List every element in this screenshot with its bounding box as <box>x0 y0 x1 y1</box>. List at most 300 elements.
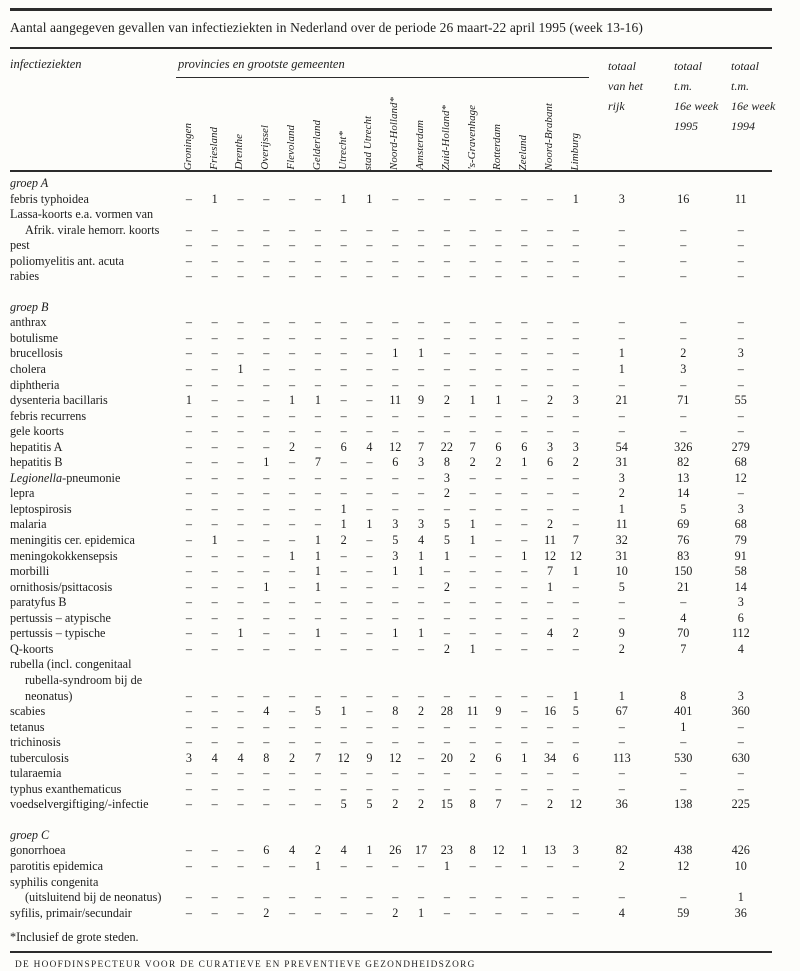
value-cell: – <box>547 315 554 330</box>
table-row <box>10 580 772 596</box>
total-cell: – <box>737 315 744 330</box>
value-cell: – <box>211 858 218 873</box>
total-header-line: 1995 <box>674 119 698 133</box>
table-row <box>10 782 772 798</box>
total-cell: 12 <box>677 858 690 873</box>
total-cell: – <box>618 269 625 284</box>
total-cell: 91 <box>734 548 747 563</box>
table-row <box>10 611 772 627</box>
value-cell: 12 <box>389 439 402 454</box>
table-row <box>10 207 772 223</box>
top-rule <box>10 8 772 11</box>
table-header <box>10 49 776 172</box>
value-cell: 6 <box>495 750 502 765</box>
value-cell: – <box>314 424 321 439</box>
total-cell: 4 <box>737 641 744 656</box>
table-row <box>10 378 772 394</box>
value-cell: 2 <box>289 439 296 454</box>
total-cell: 68 <box>734 455 747 470</box>
value-cell: – <box>289 315 296 330</box>
total-header-line: van het <box>608 79 643 93</box>
value-cell: – <box>521 238 528 253</box>
total-cell: 3 <box>737 346 744 361</box>
value-cell: – <box>237 890 244 905</box>
value-cell: – <box>392 858 399 873</box>
value-cell: – <box>418 735 425 750</box>
total-cell: – <box>680 377 687 392</box>
value-cell: – <box>418 501 425 516</box>
value-cell: – <box>392 470 399 485</box>
value-cell: 2 <box>572 626 579 641</box>
value-cell: 2 <box>443 579 450 594</box>
total-cell: – <box>737 766 744 781</box>
total-cell: 2 <box>680 346 687 361</box>
value-cell: – <box>185 191 192 206</box>
value-cell: – <box>495 626 502 641</box>
total-cell: 5 <box>618 579 625 594</box>
footnote: *Inclusief de grote steden. <box>10 930 139 945</box>
value-cell: 2 <box>443 486 450 501</box>
value-cell: – <box>340 470 347 485</box>
total-cell: – <box>680 735 687 750</box>
total-cell: 10 <box>734 858 747 873</box>
value-cell: – <box>185 719 192 734</box>
value-cell: 8 <box>443 455 450 470</box>
value-cell: – <box>521 377 528 392</box>
disease-label: pertussis – atypische <box>10 610 111 625</box>
value-cell: – <box>237 377 244 392</box>
value-cell: – <box>443 626 450 641</box>
value-cell: – <box>443 905 450 920</box>
disease-label: neonatus) <box>25 688 73 703</box>
value-cell: – <box>366 486 373 501</box>
value-cell: – <box>263 269 270 284</box>
value-cell: – <box>443 688 450 703</box>
value-cell: 2 <box>418 704 425 719</box>
total-cell: – <box>618 377 625 392</box>
total-cell: – <box>680 766 687 781</box>
value-cell: – <box>340 222 347 237</box>
value-cell: – <box>521 704 528 719</box>
table-row <box>10 502 772 518</box>
table-row <box>10 362 772 378</box>
total-cell: – <box>618 610 625 625</box>
value-cell: – <box>469 890 476 905</box>
value-cell: – <box>495 362 502 377</box>
value-cell: – <box>521 641 528 656</box>
total-cell: 326 <box>674 439 693 454</box>
value-cell: – <box>340 455 347 470</box>
value-cell: – <box>521 501 528 516</box>
table-row <box>10 486 772 502</box>
value-cell: – <box>495 486 502 501</box>
value-cell: – <box>366 579 373 594</box>
value-cell: – <box>237 797 244 812</box>
value-cell: – <box>547 610 554 625</box>
total-cell: – <box>737 269 744 284</box>
value-cell: 2 <box>547 517 554 532</box>
value-cell: – <box>237 439 244 454</box>
value-cell: – <box>185 362 192 377</box>
total-cell: – <box>737 424 744 439</box>
disease-label: tularaemia <box>10 766 62 781</box>
value-cell: – <box>340 564 347 579</box>
table-row <box>10 424 772 440</box>
table-body <box>10 172 772 921</box>
value-cell: – <box>237 191 244 206</box>
value-cell: – <box>289 455 296 470</box>
value-cell: 1 <box>572 191 579 206</box>
disease-label: leptospirosis <box>10 501 72 516</box>
total-cell: – <box>737 238 744 253</box>
value-cell: – <box>469 688 476 703</box>
table-row <box>10 626 772 642</box>
column-header-overijssel: Overijssel <box>259 125 272 170</box>
total-cell: 6 <box>737 610 744 625</box>
table-row <box>10 315 772 331</box>
value-cell: – <box>495 222 502 237</box>
value-cell: – <box>314 641 321 656</box>
disease-label: (uitsluitend bij de neonatus) <box>25 890 162 905</box>
table-row <box>10 471 772 487</box>
value-cell: – <box>418 424 425 439</box>
value-cell: – <box>211 253 218 268</box>
value-cell: – <box>185 330 192 345</box>
value-cell: – <box>495 766 502 781</box>
value-cell: – <box>211 548 218 563</box>
value-cell: – <box>469 222 476 237</box>
value-cell: – <box>211 439 218 454</box>
value-cell: – <box>521 253 528 268</box>
value-cell: 1 <box>547 579 554 594</box>
value-cell: – <box>469 766 476 781</box>
value-cell: – <box>495 533 502 548</box>
value-cell: 1 <box>314 533 321 548</box>
value-cell: – <box>392 766 399 781</box>
total-cell: – <box>618 330 625 345</box>
value-cell: – <box>495 595 502 610</box>
value-cell: – <box>314 595 321 610</box>
value-cell: – <box>211 735 218 750</box>
value-cell: – <box>366 564 373 579</box>
value-cell: – <box>366 781 373 796</box>
value-cell: – <box>211 315 218 330</box>
value-cell: – <box>289 486 296 501</box>
value-cell: – <box>392 595 399 610</box>
value-cell: – <box>495 719 502 734</box>
value-cell: – <box>289 330 296 345</box>
value-cell: – <box>521 346 528 361</box>
value-cell: – <box>289 781 296 796</box>
value-cell: 7 <box>572 533 579 548</box>
value-cell: – <box>185 905 192 920</box>
disease-label: Lassa-koorts e.a. vormen van <box>10 207 154 222</box>
value-cell: – <box>572 735 579 750</box>
total-cell: 3 <box>737 688 744 703</box>
value-cell: – <box>547 890 554 905</box>
value-cell: – <box>469 626 476 641</box>
value-cell: – <box>392 735 399 750</box>
total-cell: – <box>618 781 625 796</box>
value-cell: – <box>289 595 296 610</box>
value-cell: 6 <box>263 843 270 858</box>
value-cell: – <box>495 781 502 796</box>
total-cell: 2 <box>618 486 625 501</box>
value-cell: – <box>547 424 554 439</box>
value-cell: – <box>547 269 554 284</box>
value-cell: – <box>340 905 347 920</box>
value-cell: – <box>547 735 554 750</box>
value-cell: 4 <box>289 843 296 858</box>
value-cell: – <box>366 905 373 920</box>
value-cell: 4 <box>237 750 244 765</box>
value-cell: – <box>418 238 425 253</box>
value-cell: – <box>237 486 244 501</box>
value-cell: – <box>443 191 450 206</box>
value-cell: 1 <box>418 548 425 563</box>
value-cell: 4 <box>366 439 373 454</box>
value-cell: – <box>185 439 192 454</box>
disease-label: anthrax <box>10 315 47 330</box>
value-cell: – <box>340 781 347 796</box>
value-cell: 1 <box>314 858 321 873</box>
value-cell: – <box>289 626 296 641</box>
value-cell: 2 <box>547 393 554 408</box>
group-label: groep B <box>10 299 49 314</box>
value-cell: – <box>521 579 528 594</box>
value-cell: – <box>314 797 321 812</box>
value-cell: 6 <box>521 439 528 454</box>
table-row <box>10 192 772 208</box>
value-cell: 12 <box>492 843 505 858</box>
value-cell: 1 <box>211 533 218 548</box>
total-cell: 21 <box>677 579 690 594</box>
value-cell: 1 <box>418 346 425 361</box>
value-cell: – <box>495 735 502 750</box>
column-header-zeeland: Zeeland <box>517 134 530 170</box>
value-cell: – <box>547 858 554 873</box>
value-cell: 5 <box>340 797 347 812</box>
value-cell: – <box>263 610 270 625</box>
value-cell: 1 <box>469 517 476 532</box>
value-cell: – <box>572 377 579 392</box>
value-cell: – <box>418 222 425 237</box>
value-cell: 2 <box>469 455 476 470</box>
value-cell: – <box>263 362 270 377</box>
column-header-groningen: Groningen <box>181 122 194 170</box>
value-cell: – <box>392 501 399 516</box>
total-cell: 7 <box>680 641 687 656</box>
value-cell: – <box>314 191 321 206</box>
table-row <box>10 517 772 533</box>
value-cell: – <box>314 346 321 361</box>
value-cell: 1 <box>314 548 321 563</box>
value-cell: – <box>185 704 192 719</box>
value-cell: 1 <box>314 626 321 641</box>
value-cell: – <box>289 191 296 206</box>
total-cell: 69 <box>677 517 690 532</box>
value-cell: 6 <box>572 750 579 765</box>
total-cell: 31 <box>615 455 628 470</box>
value-cell: 3 <box>418 455 425 470</box>
total-cell: 11 <box>615 517 628 532</box>
disease-label: Afrik. virale hemorr. koorts <box>25 222 160 237</box>
value-cell: – <box>314 269 321 284</box>
value-cell: – <box>572 890 579 905</box>
value-cell: – <box>263 766 270 781</box>
value-cell: 2 <box>443 393 450 408</box>
disease-label: lepra <box>10 486 35 501</box>
value-cell: – <box>237 501 244 516</box>
value-cell: – <box>289 641 296 656</box>
value-cell: – <box>366 890 373 905</box>
total-cell: – <box>737 781 744 796</box>
province-column-headers <box>176 78 589 170</box>
value-cell: – <box>185 548 192 563</box>
value-cell: – <box>314 781 321 796</box>
value-cell: – <box>418 362 425 377</box>
total-cell: – <box>680 269 687 284</box>
value-cell: – <box>185 222 192 237</box>
total-cell: 67 <box>615 704 628 719</box>
disease-label: Q-koorts <box>10 641 54 656</box>
value-cell: 1 <box>340 191 347 206</box>
value-cell: – <box>495 858 502 873</box>
value-cell: – <box>185 610 192 625</box>
value-cell: – <box>340 858 347 873</box>
value-cell: 1 <box>340 501 347 516</box>
value-cell: – <box>366 626 373 641</box>
value-cell: – <box>340 548 347 563</box>
value-cell: – <box>469 377 476 392</box>
value-cell: – <box>521 191 528 206</box>
total-cell: 32 <box>615 533 628 548</box>
value-cell: – <box>211 486 218 501</box>
value-cell: – <box>392 315 399 330</box>
value-cell: 11 <box>389 393 402 408</box>
value-cell: – <box>521 222 528 237</box>
total-cell: – <box>737 222 744 237</box>
value-cell: – <box>289 501 296 516</box>
value-cell: 1 <box>418 905 425 920</box>
value-cell: – <box>289 533 296 548</box>
total-cell: 438 <box>674 843 693 858</box>
total-cell: 82 <box>677 455 690 470</box>
disease-label: febris recurrens <box>10 408 87 423</box>
value-cell: – <box>495 610 502 625</box>
row-header-label: infectieziekten <box>10 57 82 71</box>
value-cell: – <box>572 719 579 734</box>
value-cell: 1 <box>418 564 425 579</box>
table-row <box>10 549 772 565</box>
value-cell: – <box>289 424 296 439</box>
total-cell: – <box>618 766 625 781</box>
value-cell: – <box>572 424 579 439</box>
total-cell: 36 <box>615 797 628 812</box>
value-cell: 2 <box>392 905 399 920</box>
table-row <box>10 673 772 689</box>
value-cell: – <box>572 408 579 423</box>
table-row <box>10 766 772 782</box>
table-row <box>10 720 772 736</box>
value-cell: – <box>314 222 321 237</box>
total-cell: 54 <box>615 439 628 454</box>
total-cell: 59 <box>677 905 690 920</box>
value-cell: – <box>366 533 373 548</box>
value-cell: – <box>547 346 554 361</box>
value-cell: 3 <box>392 548 399 563</box>
value-cell: – <box>185 408 192 423</box>
value-cell: – <box>211 610 218 625</box>
value-cell: – <box>263 408 270 423</box>
value-cell: – <box>521 595 528 610</box>
value-cell: – <box>211 238 218 253</box>
value-cell: – <box>314 890 321 905</box>
value-cell: – <box>443 564 450 579</box>
table-row <box>10 238 772 254</box>
value-cell: – <box>211 408 218 423</box>
value-cell: 7 <box>547 564 554 579</box>
value-cell: 1 <box>469 641 476 656</box>
value-cell: – <box>495 315 502 330</box>
value-cell: – <box>521 470 528 485</box>
value-cell: – <box>495 501 502 516</box>
total-cell: – <box>680 424 687 439</box>
value-cell: – <box>185 455 192 470</box>
column-header-gelderland: Gelderland <box>310 119 323 170</box>
value-cell: – <box>314 517 321 532</box>
value-cell: – <box>211 330 218 345</box>
value-cell: 12 <box>543 548 557 563</box>
value-cell: 5 <box>443 533 450 548</box>
value-cell: – <box>185 797 192 812</box>
total-cell: 70 <box>677 626 690 641</box>
value-cell: 20 <box>440 750 453 765</box>
value-cell: – <box>289 905 296 920</box>
value-cell: – <box>521 858 528 873</box>
total-cell: 4 <box>618 905 625 920</box>
group-header-groep-c <box>10 828 772 844</box>
value-cell: – <box>340 735 347 750</box>
value-cell: – <box>366 470 373 485</box>
value-cell: 1 <box>314 393 321 408</box>
value-cell: – <box>572 781 579 796</box>
table-row <box>10 890 772 906</box>
value-cell: – <box>211 626 218 641</box>
value-cell: 3 <box>572 843 579 858</box>
value-cell: – <box>495 470 502 485</box>
table-row <box>10 843 772 859</box>
value-cell: 5 <box>314 704 321 719</box>
value-cell: 1 <box>366 843 373 858</box>
value-cell: – <box>366 548 373 563</box>
group-label: groep A <box>10 176 49 190</box>
value-cell: – <box>392 890 399 905</box>
value-cell: – <box>418 377 425 392</box>
total-cell: – <box>737 330 744 345</box>
value-cell: 1 <box>340 517 347 532</box>
total-cell: 14 <box>677 486 690 501</box>
value-cell: – <box>572 766 579 781</box>
value-cell: – <box>314 315 321 330</box>
value-cell: – <box>314 439 321 454</box>
value-cell: – <box>314 501 321 516</box>
value-cell: 9 <box>418 393 425 408</box>
value-cell: – <box>443 222 450 237</box>
total-cell: – <box>618 595 625 610</box>
value-cell: – <box>547 222 554 237</box>
value-cell: – <box>366 719 373 734</box>
